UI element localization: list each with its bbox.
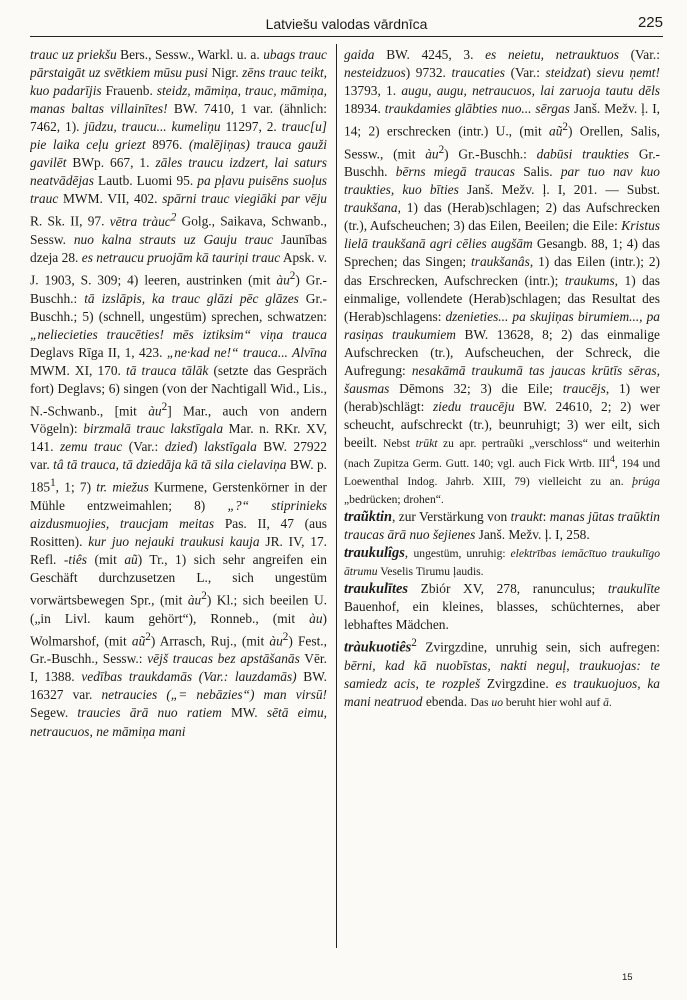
entry-paragraph: gaida BW. 4245, 3. es neietu, netrauktuos (Var.: nesteidzuos) 9732. traucaties (Var.: steidzat) sievu ņemt! 13793, 1. augu, augu, netraucuos, lai zaruoja tautu dēls 18934. traukdamies glābties nuo... sērgas Janš. Mežv. ļ. I, 14; 2) erschrecken (intr.) U., (mit $aũ^2$) Orellen, Salis, Sessw., (mit $àu^2$) Gr.-Buschh.: dabūsi traukties Gr.-Buschh. bērns miegā traucas Salis. par tuo nav kuo traukties, kuo bīties Janš. Mežv. ļ. I, 201. — Subst. traukšana, 1) das (Herab)schlagen; 2) das Aufschrecken (tr.), Aufscheuchen; 3) das Eilen, Beeilen; die Eile: Kristus lielā traukšanā agri cēlies augšām Gesangb. 88, 1; 4) das Sprechen; das Singen; traukšanâs, 1) das Eilen (intr.); 2) das Erschrecken, Aufschrecken (intr.); traukums, 1) das einmalige, vollendete (Herab)schlagen; das Resultat des (Herab)schlagens: dzenieties... pa skujiņas birumiem..., pa rasiņas traukumiem BW. 13628, 8; 2) das einmalige Aufschrecken (tr.), Aufscheuchen, der Schreck, die Aufregung: nesakāmā traukumā tas jaucas krūtīs sēras, šausmas Dēmons 32; 3) die Eile; traucējs, 1) wer (herab)schlägt: ziedu traucēju BW. 24610, 2; 2) wer scheucht, aufschreckt (tr.), beunruhigt; 3) wer eilt, sich beeilt. Nebst trūkt zu apr. pertraũki „verschloss“ und weiterhin (nach Zupitza Germ. Gutt. 140; vgl. auch Fick Wrtb. III$^4$, 194 und Loewenthal Indog. Jahrb. XIII, 79) vielleicht zu an. þrúga „bedrücken; drohen“. <box>344 47 660 506</box>
entry-traukuligs: traukulîgs, ungestüm, unruhig: elektrības iemācītuo traukulīgo ātrumu Veselis Tirumu ļaudis. <box>344 545 660 579</box>
entry-traukuoties: tràukuotiês$^2$ Zvirgzdine, unruhig sein, sich aufregen: bērni, kad kā nuobīstas, nakti neguļ, traukuojas: te samiedz acis, te rozpleš Zvirgzdine. es traukuojuos, ka mani neatruod ebenda. Das uo beruht hier wohl auf ā. <box>344 637 660 709</box>
page-number: 225 <box>637 14 663 31</box>
page-header <box>30 14 663 36</box>
right-column <box>344 46 660 976</box>
running-title: Latviešu valodas vārdnīca <box>265 16 428 32</box>
header-rule <box>30 36 663 37</box>
entry-traukulites: traukulītes Zbiór XV, 278, ranunculus; traukulīte Bauenhof, ein kleines, blasses, schüchternes, aber lebhaftes Mädchen. <box>344 581 660 633</box>
left-column <box>30 46 327 956</box>
printer-signature: 15 <box>622 972 633 983</box>
entry-trauktin: traũktin, zur Verstärkung von traukt: manas jūtas traūktin traucas ārā nuo šejienes Janš. Mežv. ļ. I, 258. <box>344 508 660 543</box>
column-divider <box>336 44 337 948</box>
entry-paragraph: trauc uz priekšu Bers., Sessw., Warkl. u. a. ubags trauc pārstaigāt uz svētkiem mūsu pusi Nigr. zēns trauc teikt, kuo padarījis Frauenb. steidz, māmiņa, trauc, māmiņa, manas baltas villainītes! BW. 7410, 1 var. (ähnlich: 7462, 1). jūdzu, traucu... kumeliņu 11297, 2. trauc[u] pie laika ceļu griezt 8976. (malējiņas) trauca gauži gavilēt BWp. 667, 1. zāles traucu izdzert, lai saturs neatvādējas Lautb. Luomi 95. pa pļavu puisēns suoļus trauc MWM. VII, 402. spārni trauc viegiāki par vēju R. Sk. II, 97. vētra tràuc$^2$ Golg., Saikava, Schwanb., Sessw. nuo kalna strauts uz Gauju trauc Jaunības dzeja 28. es netraucu pruojām kā tauriņi trauc Apsk. v. J. 1903, S. 309; 4) leeren, austrinken (mit $àu^2$) Gr.-Buschh.: tā izslāpis, ka trauc glāzi pēc glāzes Gr.-Buschh.; 5) (schnell, ungestüm) sprechen, schwatzen: „neliecieties traucēties! mēs iztiksim“ viņa trauca Deglavs Rīga II, 1, 423. „ne·kad ne!“ trauca... Alvīna MWM. XI, 170. tā trauca tālāk (setzte das Gespräch fort) Deglavs; 6) singen (von der Nachtigall Wid., Lis., N.-Schwanb., [mit $àu^2$] Mar., auch von andern Vögeln): birzmalā trauc lakstīgala Mar. n. RKr. XV, 141. zemu trauc (Var.: dzied) lakstīgala BW. 27922 var. tâ tā trauca, tā dziedāja kā tā sila cielaviņa BW. p. $185^1$, 1; 7) tr. miežus Kurmene, Gerstenkörner in der Mühle entzweimahlen; 8) „?“ stiprinieks aizdusmuojies, traucjam meitas Pas. II, 47 (aus Rositten). kur juo nejauki traukusi kauja JR. IV, 17. Refl. -tiês (mit aũ) Tr., 1) sich sehr angreifen ein Geschäft durchzusetzen L., sich ungestüm vorwärtsbewegen Spr., (mit $àu^2$) Kl.; sich beeilen U. („in Livl. kaum gehört“), Ronneb., (mit àu) Wolmarshof, (mit $aũ^2$) Arrasch, Ruj., (mit $àu^2$) Fest., Gr.-Buschh., Sessw.: vējš traucas bez apstāšanās Vēr. I, 1388. vedības traukdamās (Var.: lauzdamās) BW. 16327 var. netraucies („= nebāzies“) man virsū! Segew. traucies ārā nuo ratiem MW. sētā eimu, netraucuos, ne māmiņa mani <box>30 47 327 739</box>
